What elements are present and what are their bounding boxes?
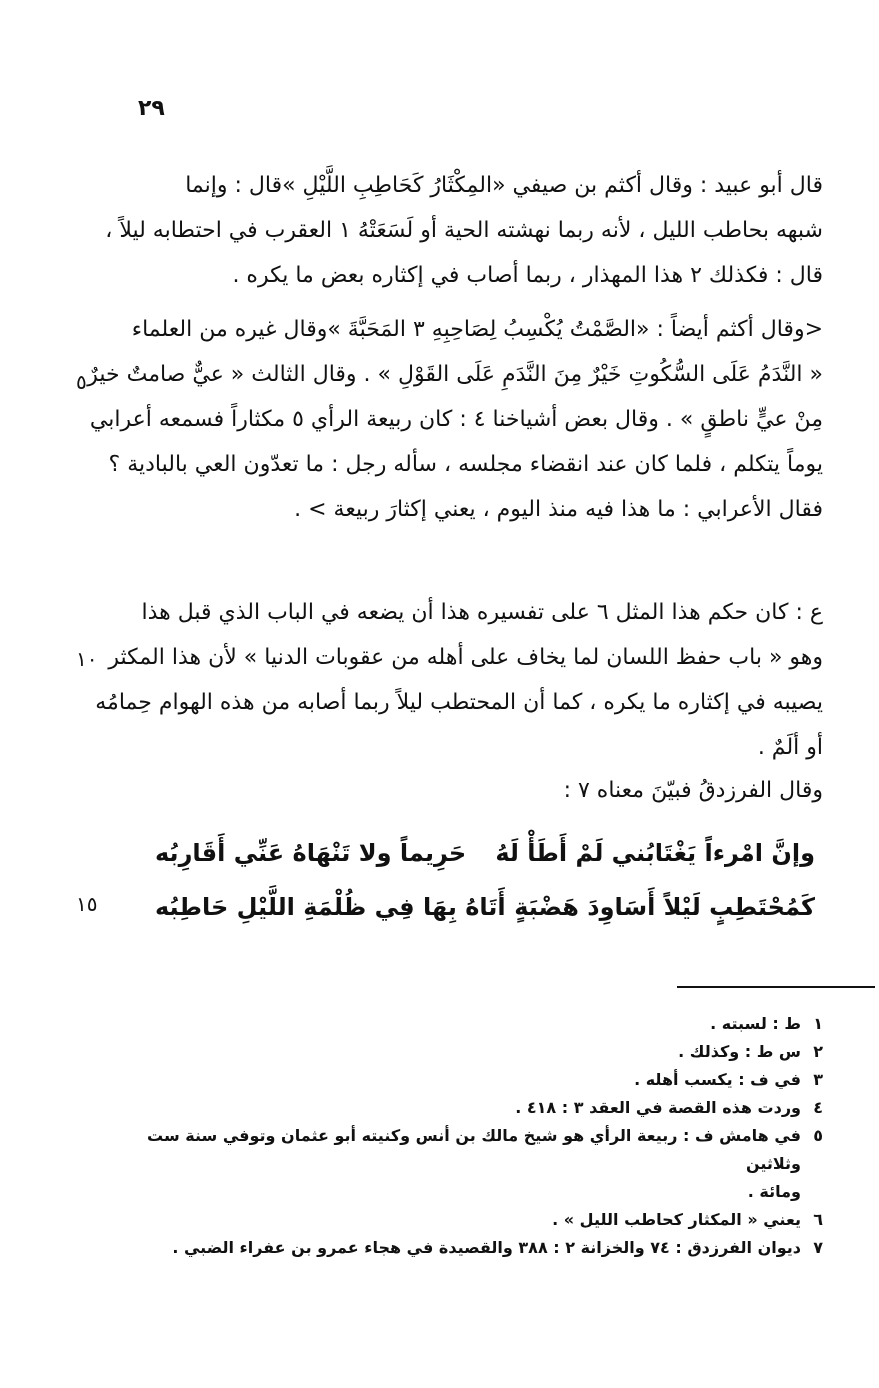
footnote-text: في هامش ف : ربيعة الرأي هو شيخ مالك بن أنس وكنيته أبو عثمان وتوفي سنة ست وثلاثين <box>147 1126 801 1173</box>
text-line: يصيبه في إكثاره ما يكره ، كما أن المحتطب ليلاً ربما أصابه من هذه الهوام حِمامُه <box>95 690 823 715</box>
poem-verses <box>155 826 815 934</box>
text-line: شبهه بحاطب الليل ، لأنه ربما نهشته الحية أو لَسَعَتْهُ ١ العقرب في احتطابه ليلاً ، <box>105 218 823 243</box>
text-line: <وقال أكثم أيضاً : «الصَّمْتُ يُكْسِبُ لِصَاحِبِهِ ٣ المَحَبَّةَ »وقال غيره من العلماء <box>131 317 823 342</box>
verse-first-hemistich: كَمُحْتَطِبٍ لَيْلاً أَسَاوِدَ هَضْبَةٍ <box>514 893 815 921</box>
footnote-number: ٥ <box>813 1126 823 1145</box>
text-line: وهو « باب حفظ اللسان لما يخاف على أهله من عقوبات الدنيا » لأن هذا المكثر <box>108 645 823 670</box>
footnote-number <box>801 1178 823 1206</box>
footnote <box>133 1122 823 1178</box>
paragraph-1 <box>105 163 823 298</box>
footnote-number: ١ <box>813 1014 823 1033</box>
verse-second-hemistich: حَرِيماً ولا تَنْهَاهُ عَنِّي أَقَارِبُه <box>155 839 467 867</box>
footnote-text: س ط : وكذلك . <box>678 1042 801 1061</box>
footnote-text: في ف : يكسب أهله . <box>634 1070 801 1089</box>
footnote-number: ٧ <box>813 1238 823 1257</box>
verse-line <box>155 880 815 934</box>
line-number-15: ١٥ <box>76 892 98 916</box>
footnote <box>133 1206 823 1234</box>
footnote-number: ٢ <box>813 1042 823 1061</box>
footnote <box>133 1038 823 1066</box>
text-line: مِنْ عيٍّ ناطقٍ » . وقال بعض أشياخنا ٤ : كان ربيعة الرأي ٥ مكثاراً فسمعه أعرابي <box>89 407 823 432</box>
footnotes <box>133 1010 823 1262</box>
verse-second-hemistich: أَتَاهُ بِهَا فِي ظُلْمَةِ اللَّيْلِ حَاطِبُه <box>155 893 506 921</box>
footnote <box>133 1066 823 1094</box>
footnote-text: ط : لسبته . <box>710 1014 801 1033</box>
footnote <box>133 1234 823 1262</box>
footnote <box>133 1094 823 1122</box>
line-number-10: ١٠ <box>76 647 98 671</box>
text-line: قال أبو عبيد : وقال أكثم بن صيفي «المِكْثَارُ كَحَاطِبِ اللَّيْلِ »قال : وإنما <box>185 173 823 198</box>
footnote-text: ديوان الفرزدق : ٧٤ والخزانة ٢ : ٣٨٨ والقصيدة في هجاء عمرو بن عفراء الضبي . <box>172 1238 801 1257</box>
paragraph-2 <box>87 307 823 532</box>
footnote-number: ٦ <box>813 1210 823 1229</box>
page-number: ٢٩ <box>138 96 165 121</box>
footnote-continuation <box>133 1178 823 1206</box>
footnote-text: وردت هذه القصة في العقد ٣ : ٤١٨ . <box>515 1098 801 1117</box>
verse-first-hemistich: وإنَّ امْرءاً يَغْتَابُني لَمْ أَطَأْ لَهُ <box>495 839 815 867</box>
footnote-number: ٣ <box>813 1070 823 1089</box>
text-line: فقال الأعرابي : ما هذا فيه منذ اليوم ، يعني إكثارَ ربيعة > . <box>294 497 823 522</box>
footnote-divider <box>677 986 875 988</box>
footnote <box>133 1010 823 1038</box>
text-line: « النَّدَمُ عَلَى السُّكُوتِ خَيْرٌ مِنَ النَّدَمِ عَلَى القَوْلِ » . وقال الثالث « عيٌّ صامتٌ خيرٌ <box>87 362 823 387</box>
text-line: وقال الفرزدقُ فبيّنَ معناه ٧ : <box>563 778 823 803</box>
text-line: قال : فكذلك ٢ هذا المهذار ، ربما أصاب في إكثاره بعض ما يكره . <box>232 263 823 288</box>
footnote-text: يعني « المكثار كحاطب الليل » . <box>552 1210 801 1229</box>
text-line: أو ألَمٌ . <box>757 735 823 760</box>
line-number-5: ٥ <box>76 370 87 394</box>
footnote-text: ومائة . <box>747 1182 801 1201</box>
footnote-number: ٤ <box>813 1098 823 1117</box>
verse-line <box>155 826 815 880</box>
text-line: ع : كان حكم هذا المثل ٦ على تفسيره هذا أن يضعه في الباب الذي قبل هذا <box>141 600 823 625</box>
paragraph-3 <box>95 590 823 770</box>
paragraph-4 <box>138 768 823 813</box>
text-line: يوماً يتكلم ، فلما كان عند انقضاء مجلسه ، سأله رجل : ما تعدّون العي بالبادية ؟ <box>108 452 823 477</box>
